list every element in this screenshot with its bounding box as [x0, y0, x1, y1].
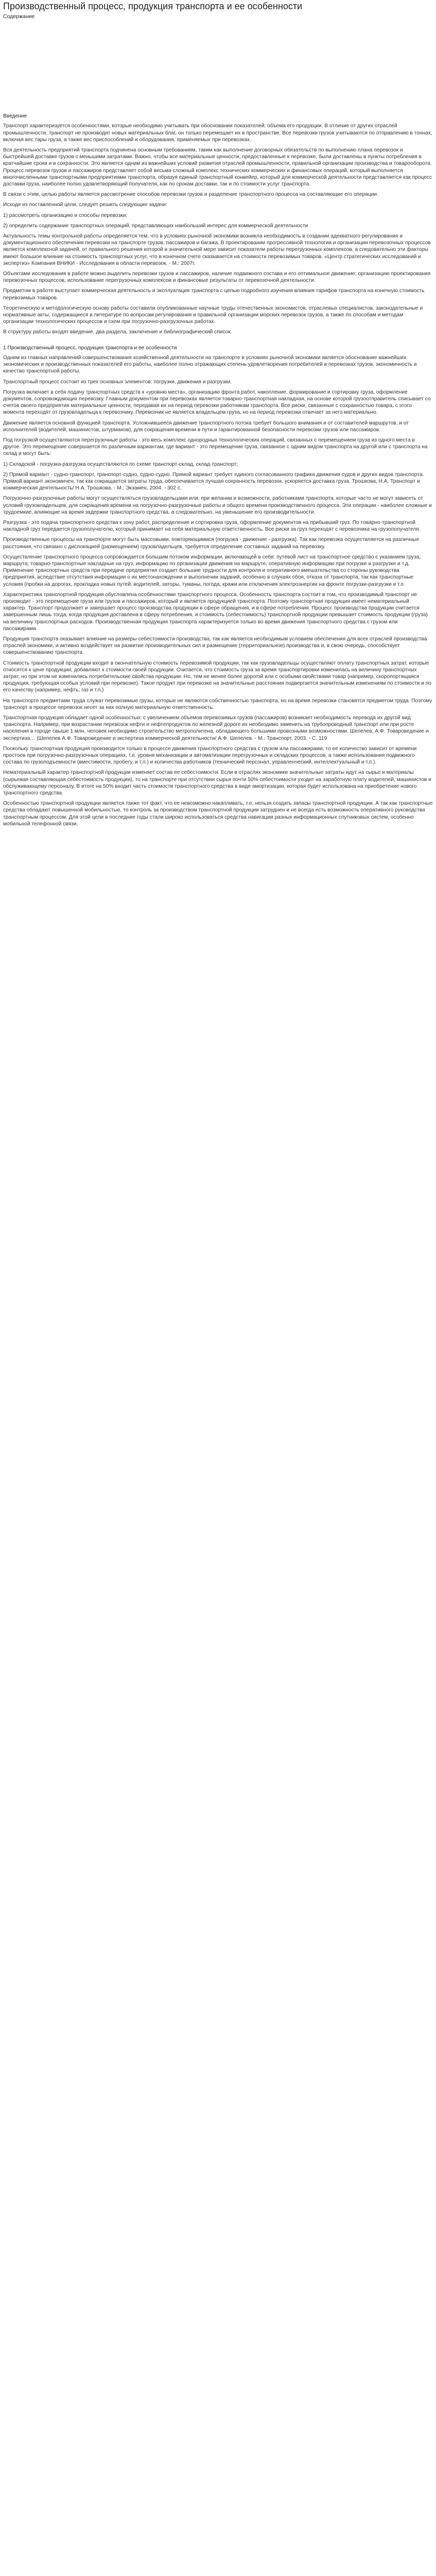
paragraph: Исходя из поставленной цели, следует решить следующие задачи:: [3, 202, 167, 208]
paragraph: Движение является основной функцией транспорта. Усложнившееся движение транспортного потока требует большого внимания и от составителей маршрутов, и от исполнителей (водителей, машинистов, штурманов), для сокращения времени в пути и гарантированной безопасности перевозки грузов или пассажиров.: [3, 420, 409, 433]
intro-heading: Введение: [3, 113, 27, 120]
paragraph: Актуальность темы контрольной работы определяется тем, что в условиях рыночной экономики возникла необходимость в создании адекватного регулирования и документационного обеспечения перевозки на транспорте грузов, пассажиров и багажа. В проектировании прогрессивной технологии и организации перевозочных процессов является комплексной задачей, от правильного решения которой в значительной мере зависит показатели работы перегрузочных комплексов, а следовательно эти факторы имеют большое влияние на стоимость транспортных услуг, что в конечном счете сказывается на стоимости перевозимых товаров. «Центр стратегических исследований и экспертиз» Компания ВНИКИ - Исследования в области перевозок. - М.: 2007г.: [3, 233, 431, 266]
paragraph: В связи с этим, целью работы является рассмотрение способов перевозки грузов и разделение транспортного процесса на составляющие его операции.: [3, 192, 378, 198]
paragraph: Под погрузкой осуществляются перегрузочные работы - это весь комплекс однородных технологических операций, связанных с перемещением груза из одного места в другое. Это перемещение совершается по различным вариантам, где вариант - это перемещение груза, связанное с одним видом транспорта на другой или с транспорта на склад и могут быть:: [3, 437, 428, 457]
paragraph: Разгрузка - это подача транспортного средства к зону работ, распределение и сортировка груза, оформление документов на прибывший груз. По товарно-транспортной накладной груз передается грузополучателю, который принимает на себя материальную ответственность. Все риски за груз переходят с перевозчика на грузополучателя.: [3, 519, 421, 533]
paragraph: 2) определить содержание транспортных операций, представляющих наибольший интерес для коммерческой деятельности: [3, 223, 308, 229]
document-title: Производственный процесс, продукция транспорта и ее особенности: [3, 1, 303, 11]
paragraph: Стоимость транспортной продукции входит в окончательную стоимость перевозимой продукции, так как грузовладельцы осуществляют оплату транспортных затрат, которые относятся к цене продукции, добавляют к стоимости своей продукции. Считается, что стоимость груза за время транспортировки изменилась на величину транспортных затрат, но при этом не изменились потребительские свойства продукции. Но, тем не менее более дорогой или с особыми свойствами товар (например, скоропортящаяся продукция, требующая особых условий при перевозке). Такое продукт при перевозке на значительные расстояния подвергается значительным изменениям по стоимости и по его качеству (например, нефть, газ и т.п.): [3, 660, 431, 693]
paragraph: 1) рассмотреть организацию и способы перевозки;: [3, 212, 128, 218]
section-1-heading: 1 Производственный процесс, продукция транспорта и ее особенности: [3, 345, 177, 351]
paragraph: Вся деятельность предприятий транспорта подчинена основным требованиям, таким как выполнение договорных обязательств по выполнению плана перевозок и быстрейшей доставке грузов с меньшими затратами. Важно, чтобы все материальные ценности, предоставленные к перевозке, были доставлены в пункты потребления в кратчайшие сроки и в сохранности. Это является одним из важнейших условий развития отраслей промышленности, правильной организации производства и товарооборота. Процесс перевозок грузов и пассажиров представляет собой весьма сложный комплекс технических коммерческих и финансовых операций, который выполняется многочисленными транспортными предприятиями транспорта, образуя единый транспортный конвейер, который для коммерческой деятельности представляется как процесс доставки груза, наиболее полно удовлетворяющий получателя, как по срокам доставки, так и по стоимости услуг транспорта.: [3, 147, 432, 188]
paragraph: Продукция транспорта оказывает влияние на размеры себестоимости производства, так как является необходимым условием обеспечения для всех отраслей производства отраслей экономики, и активно воздействует на развитие производительных сил и размещение (территориальное) производства и, в свою очередь, способствует совершенствованию транспорта.: [3, 636, 427, 656]
paragraph: На транспорте предметами труда служат перевозимые грузы, которые не являются собственностью транспорта, но на время перевозки становятся предметом труда. Поэтому транспорт в процессе перевозок несет за них полную материальную ответственность.: [3, 698, 432, 710]
paragraph: Осуществление транспортного процесса сопровождается большим потоком информации, включающей в себя: путевой лист на транспортное средство с указанием груза, маршрута; товарно-транспортные накладные на груз, информацию по организации движения на маршруте, оперативную информацию при погрузке и разгрузке и т.д. Применение транспортных средств при передаче предприятия создает большие трудности для контроля и оперативного вмешательства со стороны руководства предприятия, вследствие отсутствия информации о их местонахождении и выполнении заданий, особенно в случаях сбоя, отказа от транспорта, так как транспортные условия (пробки на дорогах, прокладка новых путей, водителей, заторы, туманы, погода, кражи или отключения электроэнергии на фронте погрузки-разгрузки и т.п.: [3, 554, 421, 587]
paragraph: Нематериальный характер транспортной продукции изменяет состав ее себестоимости. Если в отраслях экономики значительные затраты идут на сырье и материалы (сырьевая составляющая себестоимость продукции), то на транспорте при отсутствии сырья почти 50% себестоимости уходит на заработную плату водителей, машинистов и обслуживающему персоналу. В итоге на 50% входит часть стоимости транспортного средства в виде амортизации, которая будет использована на приобретение нового транспортного средства.: [3, 770, 431, 796]
paragraph: Объектами исследования в работе можно выделить перевозки грузов и пассажиров, наличие подвижного состава и его оптимальное движение; организацию проектирования перевозочных процессов, использование перегрузочных комплексов и финансовые результаты от перевозочной деятельности.: [3, 271, 431, 284]
table-of-contents-label: Содержание: [3, 13, 35, 20]
paragraph: Предметом в работе выступает коммерческая деятельность и эксплуатация транспорта с целью подробного изучения влияния тарифов транспорта на конечную стоимость перевозимых товаров.: [3, 288, 425, 301]
paragraph: Погрузочно-разгрузочные работы могут осуществляться грузовладельцами или, при желании и возможности, работниками транспорта, которые часто не могут зависеть от условий грузовладельцев, для сокращения времени на погрузочно-разгрузочные работы и общего времени производственного процесса. Эти операции - наиболее сложные и трудоемкие, влияющие на время задержки транспортного средства, а следовательно, на уменьшение его производительности.: [3, 496, 432, 515]
paragraph: Производственные процессы на транспорте могут быть массовыми, повторяющимися (погрузка - движение - разгрузка). Так как перевозка осуществляется на различные расстояния, что связано с дислокацией (размещением) грузовладельцев, требуется определение составных заданий на перевозку.: [3, 537, 420, 550]
paragraph: Особенностью транспортной продукции является также тот факт, что ее невозможно накапливать, т.е. нельзя создать запасы транспортной продукции. А так как транспортные средства обладают повышенной мобильностью, то контроль за производством транспортной продукции затруднен и не всегда есть возможность оперативного руководства транспортным процессом. Для этой цели в последние годы стали широко использоваться средства навигации разных информационных спутниковых систем, особенно мобильной телефонной связи.: [3, 801, 433, 827]
paragraph: Поскольку транспортная продукция производится только в процессе движения транспортного средства с грузом или пассажирами, то ее количество зависит от времени простоев при погрузочно-разгрузочных операциях, т.е. уровня механизации и автоматизации перегрузочных и складских процессов, а также использования подвижного состава по грузоподъемности (вместимости, пробегу, и т.п.) и количества работников (технический персонал, управленческий, интеллектуальный и т.п.).: [3, 745, 417, 766]
paragraph: Теоретическую и методологическую основу работы составили опубликованные научные труды отечественных экономистов, отраслевых специалистов, законодательные и нормативные акты, содержащиеся в литературе по вопросам регулирования и правильной организации морских перевозок грузов, а также по способам и методам организации технологических процессов и схем при погрузочно-разгрузочных работах.: [3, 305, 423, 325]
document-page: [0, 0, 436, 827]
paragraph: Одним из главных направлений совершенствования хозяйственной деятельности на транспорте в условиях рыночной экономики является обоснование важнейших экономических и производственных показателей его работы, наиболее полно отражающих степень удовлетворения потребителей в перевозках грузов, экономичность и качество транспортной работы.: [3, 354, 417, 375]
paragraph: 1) Складской - погрузка-разгрузка осуществляются по схеме транспорт-склад, склад-транспорт;: [3, 461, 238, 467]
intro-body: [3, 123, 433, 335]
paragraph: В структуру работы входят введение, два раздела, заключение и библиографический список.: [3, 329, 232, 335]
paragraph: Транспорт характеризуется особенностями, которые необходимо учитывать при обосновании показателей; объема его продукции. В отличие от других отраслей промышленности, транспорт не производит новых материальных благ, он только перемещает их в пространстве. Все перевозки грузов учитываются по отправлению в тоннах, включая вес тары груза, а также вес приспособлений и оборудования, применяемых при перевозках.: [3, 123, 432, 143]
paragraph: Характеристика транспортной продукции обусловлена особенностями транспортного процесса. Особенность транспорта состоит в том, что производимый транспорт не производит - это перемещение груза или грузов и пассажиров, который и является продукцией транспорта. Поэтому транспортная продукция имеет нематериальный характер. Транспорт продолжает и завершает процесс производства продукции в сфере обращения, и в сфере потребления. Процесс производства продукции считается завершенным лишь тогда, когда продукция доставлена в сферу потребления, и стоимость (себестоимость) транспортной продукции превышает стоимость продукции (груза) на величину транспортных расходов. Производственная продукция транспорта характеризуется только во время движения транспортного средства с грузом или пассажирами.: [3, 591, 428, 632]
section-1-body: [3, 354, 433, 827]
paragraph: Погрузка включает в себя подачу транспортных средств к «уровню места», организацию фронта работ, накопление, формирование и сортировку груза, оформление документов, сопровождающих перевозку. Главным документом при перевозках является товарно-транспортная накладная, на основе которой грузоотправитель списывает со счетов своего предприятия материальные ценности, передавая их на период перевозки работникам транспорта. Все риски, связанные с сохранностью товара, с этого момента переходят от грузовладельца к перевозчику. Перевозчик не является владельцем груза, но на период перевозки отвечает за него материально.: [3, 389, 431, 416]
paragraph: 2) Прямой вариант - судно-транспорт, транспорт-судно, судно-судно. Прямой вариант требует единого согласованного графика движения судов и других видов транспорта. Прямой вариант экономичен, так как сокращается затраты труда, обеспечивается лучшая сохранность перевозок, ускоряется доставка груза. Трошкова, Н.А. Транспорт и коммерческая деятельность/ Н.А. Трошкова. - М.: Экзамен, 2004. - 302 с.: [3, 471, 424, 492]
paragraph: Транспортная продукция обладает одной особенностью: с увеличением объемов перевозимых грузов (пассажиров) возникает необходимость перевода их другой вид транспорта. Например, при возрастании перевозок нефти и нефтепродуктов по железной дороге их необходимо заменить на трубопроводный транспорт или при росте населения в городе свыше 1 млн. человек необходимо строительство метрополитена, обладающего большими провозными возможностями. Шепелев, А.Ф. Товароведение и экспертиза… (Шепелев А.Ф. Товароведение и экспертиза коммерческой деятельности/ А.Ф. Шепелев. - М.: Транспорт, 2003. - С. 119: [3, 715, 429, 741]
paragraph: Транспортный процесс состоит из трех основных элементов: погрузки, движения и разгрузки.: [3, 379, 232, 385]
